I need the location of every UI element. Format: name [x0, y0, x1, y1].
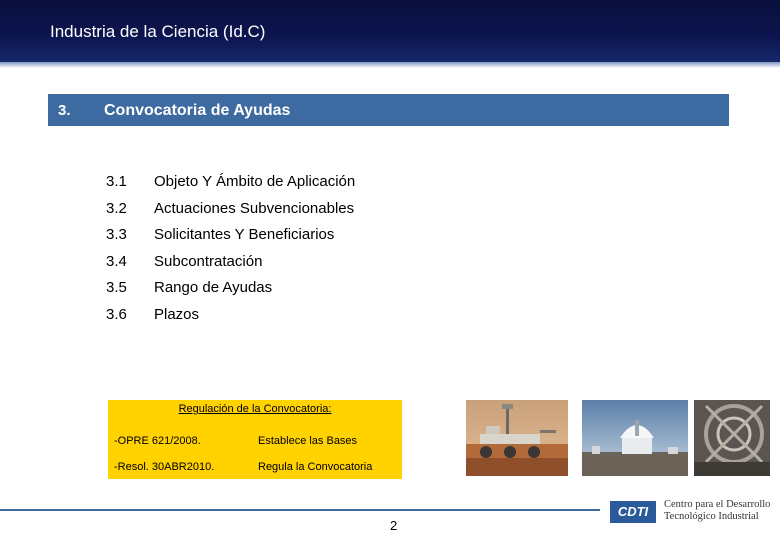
- page-number: 2: [390, 518, 398, 533]
- cdti-logo: [610, 499, 776, 529]
- footer-divider: [0, 509, 600, 511]
- section-number: 3.: [58, 102, 71, 119]
- section-title: Convocatoria de Ayudas: [104, 102, 291, 119]
- regulation-box: [108, 400, 402, 479]
- cdti-logo-text: [664, 499, 770, 523]
- toc-item-label: Subcontratación: [154, 252, 263, 270]
- regulation-title: Regulación de la Convocatoria:: [178, 403, 332, 415]
- toc-item-number: 3.4: [106, 252, 127, 270]
- observatory-dome-photo: [582, 400, 688, 476]
- regulation-desc: Establece las Bases: [258, 435, 358, 447]
- logo-line: Tecnológico Industrial: [664, 511, 759, 522]
- toc-item-label: Objeto Y Ámbito de Aplicación: [154, 173, 356, 190]
- toc-item-number: 3.5: [106, 279, 127, 297]
- cdti-logo-mark: CDTI: [610, 501, 656, 523]
- regulation-desc: Regula la Convocatoria: [258, 461, 373, 473]
- toc-item-number: 3.1: [106, 173, 127, 190]
- header-banner: [0, 0, 780, 62]
- toc-item-number: 3.6: [106, 305, 127, 323]
- mars-rover-photo: [466, 400, 568, 476]
- regulation-ref: -OPRE 621/2008.: [114, 435, 201, 447]
- toc-item-label: Rango de Ayudas: [154, 279, 273, 297]
- toc-item-number: 3.3: [106, 226, 127, 244]
- telescope-structure-photo: [694, 400, 770, 476]
- toc-item-label: Plazos: [154, 305, 200, 323]
- slide-title: Industria de la Ciencia (Id.C): [50, 22, 266, 41]
- toc-item-label: Solicitantes Y Beneficiarios: [154, 226, 335, 244]
- regulation-ref: -Resol. 30ABR2010.: [114, 461, 215, 473]
- toc-item-number: 3.2: [106, 199, 127, 217]
- section-bar: [48, 94, 729, 126]
- toc-item-label: Actuaciones Subvencionables: [154, 199, 355, 217]
- logo-line: Centro para el Desarrollo: [664, 499, 771, 510]
